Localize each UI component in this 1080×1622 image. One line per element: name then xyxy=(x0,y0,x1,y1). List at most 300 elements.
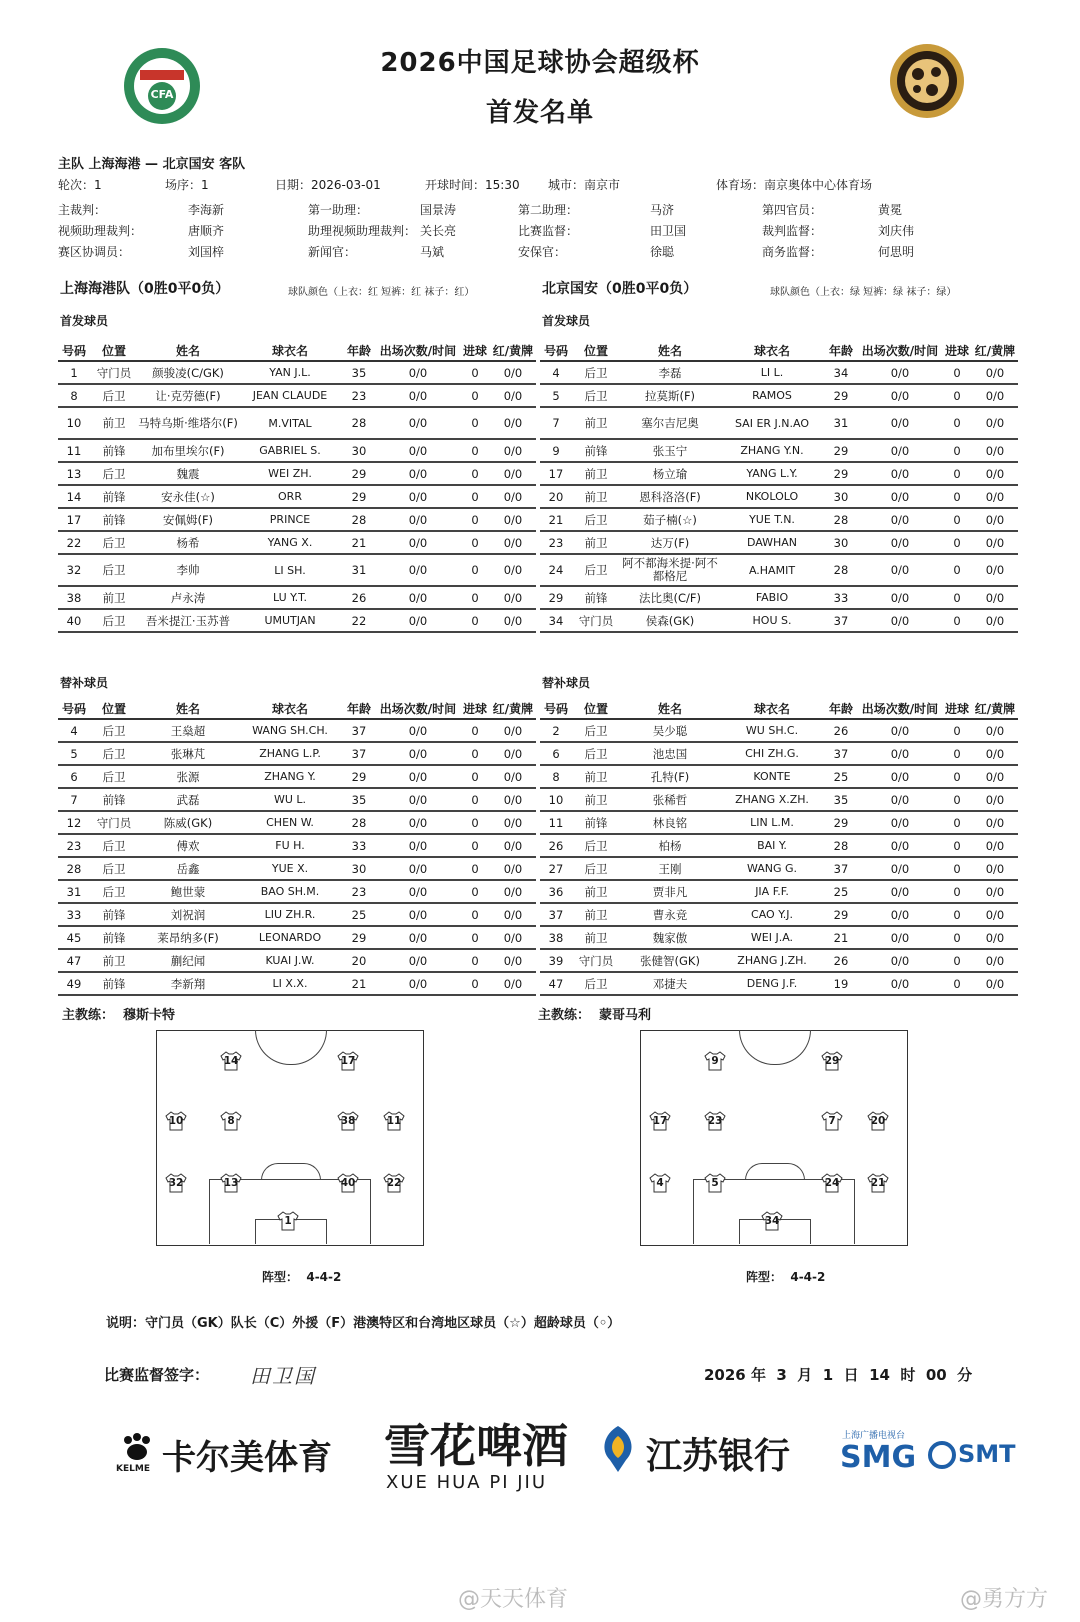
supercup-logo xyxy=(888,42,966,120)
cell-number: 23 xyxy=(58,834,90,857)
cell-appearances: 0/0 xyxy=(858,926,942,949)
official-label: 第二助理： xyxy=(518,203,579,217)
cell-cards: 0/0 xyxy=(490,586,536,609)
cell-name: 杨希 xyxy=(138,531,238,554)
table-row xyxy=(540,742,1018,765)
cell-goals: 0 xyxy=(942,462,972,485)
cell-goals: 0 xyxy=(942,586,972,609)
table-row xyxy=(540,554,1018,586)
cell-age: 28 xyxy=(342,407,376,439)
stadium: 体育场：南京奥体中心体育场 xyxy=(716,178,873,192)
official-label: 商务监督： xyxy=(762,245,823,259)
cell-position: 守门员 xyxy=(572,609,620,632)
official-label: 第四官员： xyxy=(762,203,823,217)
cell-goals: 0 xyxy=(460,949,490,972)
cell-position: 后卫 xyxy=(90,880,138,903)
cell-age: 22 xyxy=(342,609,376,632)
col-header-name: 姓名 xyxy=(138,340,238,361)
cell-appearances: 0/0 xyxy=(858,834,942,857)
cell-cards: 0/0 xyxy=(972,949,1018,972)
page-title: 2026中国足球协会超级杯 xyxy=(380,48,700,78)
cell-age: 37 xyxy=(824,609,858,632)
cell-number: 17 xyxy=(540,462,572,485)
cell-name: 柏杨 xyxy=(620,834,720,857)
cell-appearances: 0/0 xyxy=(858,765,942,788)
cell-number: 45 xyxy=(58,926,90,949)
home-team-name: 上海海港队（0胜0平0负） xyxy=(60,281,230,297)
cell-number: 20 xyxy=(540,485,572,508)
table-row xyxy=(58,788,536,811)
player-shirt-icon xyxy=(277,1211,299,1231)
cell-age: 29 xyxy=(824,462,858,485)
cell-number: 17 xyxy=(58,508,90,531)
smt-text: SMT xyxy=(958,1440,1016,1468)
cell-number: 26 xyxy=(540,834,572,857)
player-shirt-icon xyxy=(704,1111,726,1131)
official-name: 刘庆伟 xyxy=(878,224,915,238)
cell-number: 40 xyxy=(58,609,90,632)
col-header-position: 位置 xyxy=(90,698,138,719)
cell-position: 后卫 xyxy=(572,361,620,384)
cell-appearances: 0/0 xyxy=(858,609,942,632)
cell-appearances: 0/0 xyxy=(376,531,460,554)
cell-appearances: 0/0 xyxy=(376,384,460,407)
col-header-shirt-name: 球衣名 xyxy=(238,698,342,719)
cell-number: 5 xyxy=(540,384,572,407)
player-shirt-number: 17 xyxy=(652,1115,668,1127)
player-shirt-icon xyxy=(165,1111,187,1131)
cell-appearances: 0/0 xyxy=(376,903,460,926)
col-header-cards: 红/黄牌 xyxy=(972,340,1018,361)
cell-name: 李帅 xyxy=(138,554,238,586)
cell-goals: 0 xyxy=(942,439,972,462)
cell-number: 10 xyxy=(540,788,572,811)
cell-cards: 0/0 xyxy=(490,407,536,439)
cell-number: 38 xyxy=(540,926,572,949)
cell-goals: 0 xyxy=(942,949,972,972)
table-row xyxy=(540,407,1018,439)
cell-age: 26 xyxy=(824,949,858,972)
kickoff-time: 开球时间：15:30 xyxy=(425,178,520,192)
home-starters-table xyxy=(58,340,536,633)
cell-shirt-name: WEI J.A. xyxy=(720,926,824,949)
cell-appearances: 0/0 xyxy=(858,485,942,508)
cell-appearances: 0/0 xyxy=(858,742,942,765)
cell-age: 37 xyxy=(824,742,858,765)
player-shirt-icon xyxy=(649,1173,671,1193)
cell-position: 后卫 xyxy=(90,834,138,857)
cell-number: 47 xyxy=(58,949,90,972)
cell-name: 吾米提江·玉苏普 xyxy=(138,609,238,632)
cell-name: 魏家傲 xyxy=(620,926,720,949)
cell-position: 前卫 xyxy=(572,531,620,554)
col-header-number: 号码 xyxy=(540,340,572,361)
match-date: 日期：2026-03-01 xyxy=(275,178,381,192)
cell-age: 37 xyxy=(342,742,376,765)
cell-age: 30 xyxy=(342,857,376,880)
cell-age: 28 xyxy=(824,834,858,857)
table-row xyxy=(540,508,1018,531)
official-name: 马济 xyxy=(650,203,675,217)
cell-position: 后卫 xyxy=(90,531,138,554)
player-shirt-icon xyxy=(165,1173,187,1193)
cell-shirt-name: HOU S. xyxy=(720,609,824,632)
bank-text: 江苏银行 xyxy=(646,1435,791,1477)
cell-goals: 0 xyxy=(460,485,490,508)
cell-shirt-name: LIN L.M. xyxy=(720,811,824,834)
cell-shirt-name: FABIO xyxy=(720,586,824,609)
cell-position: 守门员 xyxy=(572,949,620,972)
kelme-paw-icon xyxy=(118,1432,156,1464)
cell-number: 36 xyxy=(540,880,572,903)
cell-number: 5 xyxy=(58,742,90,765)
cell-shirt-name: YUE T.N. xyxy=(720,508,824,531)
cell-shirt-name: UMUTJAN xyxy=(238,609,342,632)
cell-goals: 0 xyxy=(942,926,972,949)
cell-appearances: 0/0 xyxy=(858,407,942,439)
cell-name: 岳鑫 xyxy=(138,857,238,880)
smt-icon xyxy=(928,1440,956,1470)
cell-goals: 0 xyxy=(942,834,972,857)
cell-shirt-name: WANG SH.CH. xyxy=(238,719,342,742)
snow-beer-text: 雪花啤酒 xyxy=(384,1419,568,1473)
cell-number: 12 xyxy=(58,811,90,834)
player-shirt-number: 38 xyxy=(340,1115,356,1127)
cell-shirt-name: CAO Y.J. xyxy=(720,903,824,926)
cell-position: 前卫 xyxy=(572,765,620,788)
cell-number: 22 xyxy=(58,531,90,554)
player-shirt-number: 7 xyxy=(828,1115,836,1127)
cell-name: 蒯纪闻 xyxy=(138,949,238,972)
table-row xyxy=(540,485,1018,508)
player-shirt-icon xyxy=(220,1173,242,1193)
cell-cards: 0/0 xyxy=(490,609,536,632)
table-row xyxy=(58,949,536,972)
cell-cards: 0/0 xyxy=(490,880,536,903)
table-row xyxy=(540,880,1018,903)
cell-name: 李新翔 xyxy=(138,972,238,995)
cell-appearances: 0/0 xyxy=(376,439,460,462)
player-shirt-number: 4 xyxy=(656,1177,664,1189)
cell-age: 28 xyxy=(824,554,858,586)
cell-shirt-name: KUAI J.W. xyxy=(238,949,342,972)
cell-position: 后卫 xyxy=(572,742,620,765)
cell-goals: 0 xyxy=(942,765,972,788)
cell-number: 38 xyxy=(58,586,90,609)
cell-number: 27 xyxy=(540,857,572,880)
cell-shirt-name: JIA F.F. xyxy=(720,880,824,903)
official-label: 新闻官： xyxy=(308,245,357,259)
home-subs-label: 替补球员 xyxy=(60,676,109,690)
cell-position: 后卫 xyxy=(572,719,620,742)
table-row xyxy=(58,926,536,949)
cell-age: 25 xyxy=(824,765,858,788)
cell-appearances: 0/0 xyxy=(376,788,460,811)
cell-position: 前卫 xyxy=(572,407,620,439)
player-shirt-number: 22 xyxy=(386,1177,402,1189)
cell-position: 前锋 xyxy=(90,972,138,995)
player-shirt-icon xyxy=(867,1173,889,1193)
cell-shirt-name: YANG L.Y. xyxy=(720,462,824,485)
table-row xyxy=(540,834,1018,857)
player-shirt-number: 20 xyxy=(870,1115,886,1127)
cell-number: 6 xyxy=(540,742,572,765)
cell-position: 后卫 xyxy=(90,719,138,742)
cell-appearances: 0/0 xyxy=(858,462,942,485)
cell-shirt-name: LI X.X. xyxy=(238,972,342,995)
cell-cards: 0/0 xyxy=(490,765,536,788)
cell-age: 29 xyxy=(342,926,376,949)
cell-name: 安佩姆(F) xyxy=(138,508,238,531)
cell-cards: 0/0 xyxy=(490,972,536,995)
col-header-shirt-name: 球衣名 xyxy=(720,340,824,361)
cell-cards: 0/0 xyxy=(490,531,536,554)
cell-cards: 0/0 xyxy=(490,742,536,765)
cell-name: 达万(F) xyxy=(620,531,720,554)
cell-number: 14 xyxy=(58,485,90,508)
cell-cards: 0/0 xyxy=(490,485,536,508)
sign-date: 2026 年 3 月 1 日 14 时 00 分 xyxy=(704,1366,973,1384)
cell-position: 前锋 xyxy=(572,586,620,609)
cell-appearances: 0/0 xyxy=(376,485,460,508)
cell-cards: 0/0 xyxy=(490,857,536,880)
cell-shirt-name: ZHANG Y. xyxy=(238,765,342,788)
official-name: 何思明 xyxy=(878,245,915,259)
cell-name: 让·克劳德(F) xyxy=(138,384,238,407)
table-row xyxy=(540,384,1018,407)
cell-name: 吴少聪 xyxy=(620,719,720,742)
cell-number: 33 xyxy=(58,903,90,926)
cell-number: 9 xyxy=(540,439,572,462)
col-header-number: 号码 xyxy=(58,340,90,361)
cell-cards: 0/0 xyxy=(490,384,536,407)
col-header-position: 位置 xyxy=(90,340,138,361)
player-shirt-number: 10 xyxy=(168,1115,184,1127)
cell-position: 前锋 xyxy=(572,439,620,462)
cell-number: 1 xyxy=(58,361,90,384)
player-shirt-number: 14 xyxy=(223,1055,239,1067)
cell-cards: 0/0 xyxy=(972,811,1018,834)
cell-position: 守门员 xyxy=(90,811,138,834)
cell-goals: 0 xyxy=(942,972,972,995)
match-no: 场序：1 xyxy=(165,178,209,192)
cell-number: 47 xyxy=(540,972,572,995)
col-header-goals: 进球 xyxy=(942,340,972,361)
cell-name: 张琳芃 xyxy=(138,742,238,765)
table-row xyxy=(58,765,536,788)
cell-number: 23 xyxy=(540,531,572,554)
col-header-cards: 红/黄牌 xyxy=(972,698,1018,719)
cell-appearances: 0/0 xyxy=(858,384,942,407)
table-row xyxy=(540,926,1018,949)
table-row xyxy=(58,531,536,554)
player-shirt-icon xyxy=(704,1051,726,1071)
cell-cards: 0/0 xyxy=(490,462,536,485)
player-shirt-icon xyxy=(704,1173,726,1193)
cell-name: 武磊 xyxy=(138,788,238,811)
player-shirt-number: 5 xyxy=(711,1177,719,1189)
cell-number: 49 xyxy=(58,972,90,995)
cell-cards: 0/0 xyxy=(490,926,536,949)
player-shirt-number: 11 xyxy=(386,1115,402,1127)
cell-cards: 0/0 xyxy=(972,857,1018,880)
cell-position: 前锋 xyxy=(90,508,138,531)
cell-number: 10 xyxy=(58,407,90,439)
cell-shirt-name: LI SH. xyxy=(238,554,342,586)
table-row xyxy=(58,361,536,384)
table-row xyxy=(540,462,1018,485)
cell-goals: 0 xyxy=(460,742,490,765)
cell-cards: 0/0 xyxy=(972,462,1018,485)
cell-cards: 0/0 xyxy=(490,903,536,926)
cell-shirt-name: ZHANG X.ZH. xyxy=(720,788,824,811)
official-label: 助理视频助理裁判： xyxy=(308,224,417,238)
cell-age: 19 xyxy=(824,972,858,995)
cell-goals: 0 xyxy=(460,609,490,632)
cell-age: 30 xyxy=(824,531,858,554)
cell-position: 前卫 xyxy=(572,462,620,485)
cell-appearances: 0/0 xyxy=(376,857,460,880)
official-name: 国景涛 xyxy=(420,203,457,217)
cell-shirt-name: GABRIEL S. xyxy=(238,439,342,462)
player-shirt-icon xyxy=(821,1173,843,1193)
table-row xyxy=(58,586,536,609)
cell-cards: 0/0 xyxy=(972,719,1018,742)
cell-goals: 0 xyxy=(460,972,490,995)
cell-appearances: 0/0 xyxy=(376,742,460,765)
cell-age: 21 xyxy=(824,926,858,949)
cell-appearances: 0/0 xyxy=(858,880,942,903)
cell-position: 前卫 xyxy=(572,903,620,926)
cell-goals: 0 xyxy=(942,811,972,834)
official-label: 比赛监督： xyxy=(518,224,579,238)
cell-name: 孔特(F) xyxy=(620,765,720,788)
away-formation: 阵型： 4-4-2 xyxy=(746,1270,826,1284)
col-header-shirt-name: 球衣名 xyxy=(720,698,824,719)
official-name: 徐聪 xyxy=(650,245,675,259)
home-formation-pitch xyxy=(156,1030,424,1246)
cell-position: 前卫 xyxy=(90,586,138,609)
table-row xyxy=(58,903,536,926)
cell-cards: 0/0 xyxy=(972,765,1018,788)
home-starters-label: 首发球员 xyxy=(60,314,109,328)
cell-position: 守门员 xyxy=(90,361,138,384)
cell-appearances: 0/0 xyxy=(376,508,460,531)
cell-position: 前卫 xyxy=(90,949,138,972)
cell-age: 28 xyxy=(342,508,376,531)
cell-cards: 0/0 xyxy=(972,609,1018,632)
cell-number: 8 xyxy=(540,765,572,788)
table-row xyxy=(58,462,536,485)
cell-age: 21 xyxy=(342,531,376,554)
cell-shirt-name: A.HAMIT xyxy=(720,554,824,586)
kelme-logo xyxy=(116,1432,156,1474)
home-formation: 阵型： 4-4-2 xyxy=(262,1270,342,1284)
cell-age: 37 xyxy=(342,719,376,742)
col-header-name: 姓名 xyxy=(138,698,238,719)
cell-name: 池忠国 xyxy=(620,742,720,765)
table-row xyxy=(58,554,536,586)
col-header-appearances: 出场次数/时间 xyxy=(376,340,460,361)
player-shirt-icon xyxy=(337,1051,359,1071)
cell-position: 后卫 xyxy=(90,609,138,632)
col-header-position: 位置 xyxy=(572,698,620,719)
player-shirt-number: 21 xyxy=(870,1177,886,1189)
player-shirt-icon xyxy=(220,1051,242,1071)
cell-position: 前锋 xyxy=(90,903,138,926)
cell-name: 张稀哲 xyxy=(620,788,720,811)
col-header-appearances: 出场次数/时间 xyxy=(376,698,460,719)
city: 城市：南京市 xyxy=(548,178,621,192)
cell-position: 后卫 xyxy=(90,742,138,765)
away-starters-table xyxy=(540,340,1018,633)
cell-name: 李磊 xyxy=(620,361,720,384)
cell-number: 32 xyxy=(58,554,90,586)
round: 轮次：1 xyxy=(58,178,102,192)
table-row xyxy=(540,361,1018,384)
cell-cards: 0/0 xyxy=(972,926,1018,949)
cell-name: 安永佳(☆) xyxy=(138,485,238,508)
table-row xyxy=(58,742,536,765)
official-name: 刘国梓 xyxy=(188,245,225,259)
cell-shirt-name: LEONARDO xyxy=(238,926,342,949)
col-header-name: 姓名 xyxy=(620,340,720,361)
watermark-2: @勇方方 xyxy=(960,1587,1049,1612)
cell-shirt-name: YAN J.L. xyxy=(238,361,342,384)
away-starters-label: 首发球员 xyxy=(542,314,591,328)
cell-appearances: 0/0 xyxy=(858,972,942,995)
cell-goals: 0 xyxy=(460,926,490,949)
cell-shirt-name: YANG X. xyxy=(238,531,342,554)
cell-age: 33 xyxy=(824,586,858,609)
cell-name: 刘祝润 xyxy=(138,903,238,926)
cell-number: 29 xyxy=(540,586,572,609)
cell-cards: 0/0 xyxy=(490,554,536,586)
player-shirt-icon xyxy=(220,1111,242,1131)
cell-age: 23 xyxy=(342,880,376,903)
cell-name: 鲍世蒙 xyxy=(138,880,238,903)
cell-position: 后卫 xyxy=(572,834,620,857)
cell-age: 30 xyxy=(342,439,376,462)
cell-appearances: 0/0 xyxy=(858,586,942,609)
cell-appearances: 0/0 xyxy=(858,361,942,384)
cell-shirt-name: WU L. xyxy=(238,788,342,811)
cell-shirt-name: LI L. xyxy=(720,361,824,384)
home-coach: 主教练： 穆斯卡特 xyxy=(62,1008,176,1023)
cell-appearances: 0/0 xyxy=(376,811,460,834)
cell-cards: 0/0 xyxy=(490,811,536,834)
table-row xyxy=(540,949,1018,972)
cell-age: 33 xyxy=(342,834,376,857)
table-row xyxy=(540,719,1018,742)
cell-age: 35 xyxy=(824,788,858,811)
cell-shirt-name: WEI ZH. xyxy=(238,462,342,485)
cell-age: 37 xyxy=(824,857,858,880)
cell-appearances: 0/0 xyxy=(376,361,460,384)
cell-number: 13 xyxy=(58,462,90,485)
cell-cards: 0/0 xyxy=(972,361,1018,384)
cell-goals: 0 xyxy=(460,857,490,880)
cell-goals: 0 xyxy=(460,384,490,407)
cell-age: 31 xyxy=(342,554,376,586)
cell-goals: 0 xyxy=(460,462,490,485)
cell-name: 法比奥(C/F) xyxy=(620,586,720,609)
cell-age: 31 xyxy=(824,407,858,439)
cell-position: 前锋 xyxy=(90,926,138,949)
cell-shirt-name: WU SH.C. xyxy=(720,719,824,742)
player-shirt-icon xyxy=(821,1051,843,1071)
player-shirt-number: 8 xyxy=(227,1115,235,1127)
